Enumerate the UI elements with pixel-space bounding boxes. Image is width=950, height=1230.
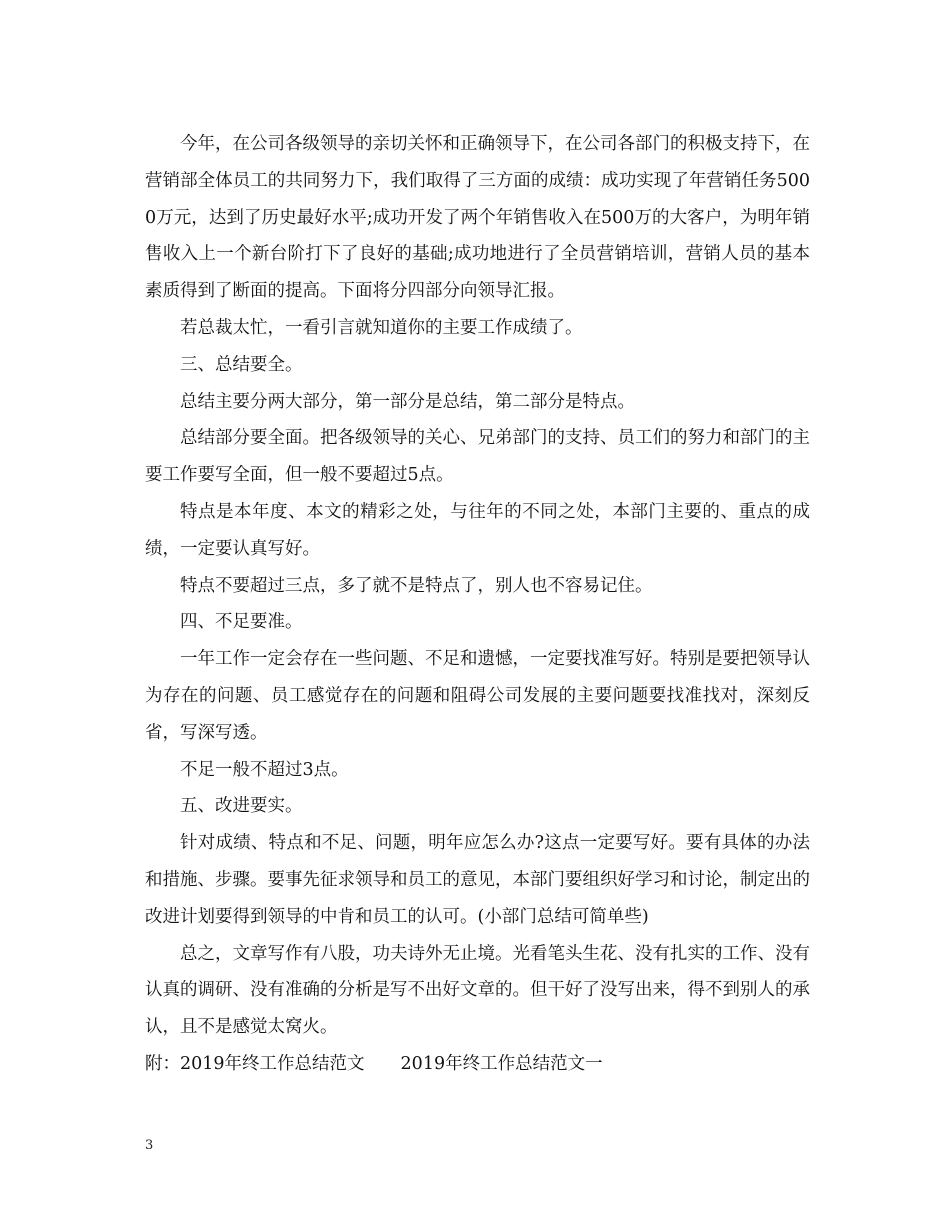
- heading-improvements-practical: 五、改进要实。: [180, 796, 303, 817]
- heading-shortcomings-accurate: 四、不足要准。: [180, 612, 303, 633]
- appendix-label: 附：2019年终工作总结范文: [145, 1053, 365, 1074]
- appendix-line: [145, 1046, 810, 1083]
- paragraph-intro-achievements: 今年，在公司各级领导的亲切关怀和正确领导下，在公司各部门的积极支持下，在营销部全体员工的共同努力下，我们取得了三方面的成绩：成功实现了年营销任务5000万元，达到了历史最好水平;成功开发了两个年销售收入在500万的大客户，为明年销售收入上一个新台阶打下了良好的基础;成功地进行了全员营销培训，营销人员的基本素质得到了断面的提高。下面将分四部分向领导汇报。: [145, 134, 810, 302]
- paragraph-shortcomings: 一年工作一定会存在一些问题、不足和遗憾，一定要找准写好。特别是要把领导认为存在的问题、员工感觉存在的问题和阻碍公司发展的主要问题要找准找对，深刻反省，写深写透。: [145, 649, 810, 743]
- paragraph-highlights-limit: 特点不要超过三点，多了就不是特点了，别人也不容易记住。: [180, 575, 653, 596]
- appendix-title: 2019年终工作总结范文一: [400, 1053, 603, 1074]
- heading-summary-complete: 三、总结要全。: [180, 354, 303, 375]
- paragraph-summary-comprehensive: 总结部分要全面。把各级领导的关心、兄弟部门的支持、员工们的努力和部门的主要工作要写全面，但一般不要超过5点。: [145, 428, 810, 486]
- paragraph-shortcomings-limit: 不足一般不超过3点。: [180, 759, 349, 780]
- document-body: [145, 126, 810, 1083]
- paragraph-president-note: 若总裁太忙，一看引言就知道你的主要工作成绩了。: [180, 317, 583, 338]
- paragraph-improvements: 针对成绩、特点和不足、问题，明年应怎么办?这点一定要写好。要有具体的办法和措施、步骤。要事先征求领导和员工的意见，本部门要组织好学习和讨论，制定出的改进计划要得到领导的中肯和员工的认可。(小部门总结可简单些): [145, 833, 810, 927]
- page-number: 3: [145, 1138, 154, 1153]
- paragraph-highlights: 特点是本年度、本文的精彩之处，与往年的不同之处，本部门主要的、重点的成绩，一定要认真写好。: [145, 501, 810, 559]
- paragraph-conclusion: 总之，文章写作有八股，功夫诗外无止境。光看笔头生花、没有扎实的工作、没有认真的调研、没有准确的分析是写不出好文章的。但干好了没写出来，得不到别人的承认，且不是感觉太窝火。: [145, 943, 810, 1038]
- paragraph-summary-parts: 总结主要分两大部分，第一部分是总结，第二部分是特点。: [180, 391, 635, 412]
